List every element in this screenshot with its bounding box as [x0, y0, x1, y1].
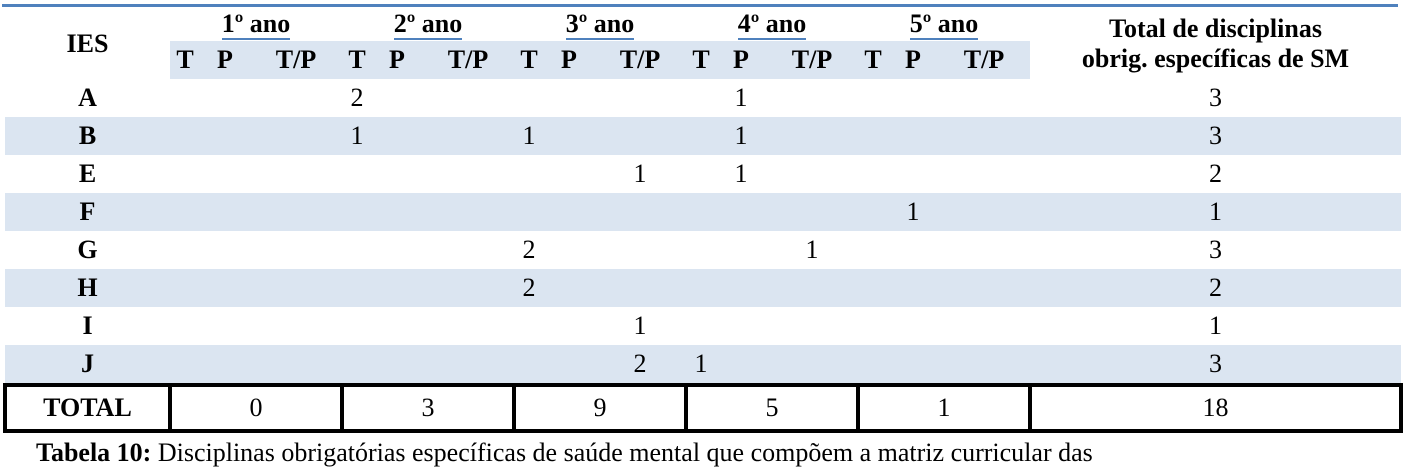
value-cell	[686, 117, 716, 155]
value-cell	[888, 231, 938, 269]
value-cell	[858, 231, 888, 269]
value-cell	[594, 231, 686, 269]
row-total-cell: 3	[1209, 235, 1222, 264]
value-cell	[170, 117, 200, 155]
value-cell	[514, 79, 544, 117]
year-header-5: 5º ano	[909, 8, 979, 38]
value-cell	[250, 307, 342, 345]
subheader-cell: P	[888, 41, 938, 79]
value-cell	[372, 117, 422, 155]
value-cell	[858, 269, 888, 307]
subheader-cell: T/P	[766, 41, 858, 79]
value-cell	[250, 193, 342, 231]
value-cell	[170, 155, 200, 193]
row-total-cell: 3	[1209, 83, 1222, 112]
value-cell	[422, 307, 514, 345]
ies-cell: E	[78, 159, 97, 188]
year-header-2: 2º ano	[393, 8, 463, 38]
value-cell	[888, 345, 938, 385]
value-cell	[938, 117, 1030, 155]
value-cell	[170, 345, 200, 385]
value-cell	[514, 345, 544, 385]
subheader-cell: T	[686, 41, 716, 79]
value-cell	[686, 231, 716, 269]
value-cell	[686, 269, 716, 307]
value-cell	[858, 117, 888, 155]
value-cell	[858, 155, 888, 193]
value-cell	[594, 79, 686, 117]
value-cell	[888, 117, 938, 155]
value-cell	[544, 345, 594, 385]
value-cell: 1	[734, 159, 748, 188]
value-cell	[250, 155, 342, 193]
value-cell	[766, 193, 858, 231]
row-total-cell: 2	[1030, 269, 1401, 307]
subheader-cell: T/P	[422, 41, 514, 79]
value-cell	[250, 231, 342, 269]
value-cell: 2	[514, 269, 544, 307]
year-total-cell: 1	[858, 385, 1030, 431]
value-cell	[200, 193, 250, 231]
value-cell	[938, 79, 1030, 117]
value-cell: 2	[594, 345, 686, 385]
subheader-cell: T/P	[594, 41, 686, 79]
subheader-cell: P	[372, 41, 422, 79]
value-cell	[200, 117, 250, 155]
table-row	[5, 155, 1401, 193]
value-cell	[200, 155, 250, 193]
value-cell: 1	[514, 117, 544, 155]
value-cell	[514, 307, 544, 345]
ies-cell: A	[78, 83, 97, 112]
table-caption: Tabela 10: Disciplinas obrigatórias específicas de saúde mental que compõem a matriz curricular das	[36, 438, 1093, 467]
total-header: Total de disciplinas obrig. específicas de SM	[1081, 13, 1350, 73]
subheader-cell: T	[170, 41, 200, 79]
ies-cell: I	[82, 311, 93, 340]
value-cell	[888, 307, 938, 345]
table-row	[5, 79, 1401, 117]
value-cell: 1	[686, 345, 716, 385]
value-cell: 1	[633, 159, 647, 188]
value-cell	[250, 269, 342, 307]
value-cell	[858, 307, 888, 345]
value-cell	[888, 155, 938, 193]
value-cell: 2	[522, 235, 536, 264]
value-cell	[766, 307, 858, 345]
total-row	[5, 385, 1401, 431]
value-cell	[170, 79, 200, 117]
value-cell	[544, 307, 594, 345]
value-cell	[594, 117, 686, 155]
value-cell	[716, 269, 766, 307]
value-cell	[686, 193, 716, 231]
value-cell	[170, 193, 200, 231]
row-total-cell: 1	[1209, 311, 1222, 340]
value-cell	[858, 193, 888, 231]
value-cell	[422, 79, 514, 117]
value-cell	[766, 155, 858, 193]
value-cell	[200, 269, 250, 307]
value-cell	[250, 345, 342, 385]
subheader-cell: T	[514, 41, 544, 79]
value-cell	[888, 79, 938, 117]
value-cell	[372, 155, 422, 193]
table-row	[5, 269, 1401, 307]
value-cell	[716, 307, 766, 345]
year-header-4: 4º ano	[737, 8, 807, 38]
value-cell	[342, 345, 372, 385]
value-cell	[858, 79, 888, 117]
value-cell	[686, 307, 716, 345]
value-cell	[250, 117, 342, 155]
value-cell: 1	[716, 117, 766, 155]
value-cell	[422, 345, 514, 385]
ies-cell: B	[5, 117, 170, 155]
value-cell	[422, 117, 514, 155]
table-top-rule	[2, 4, 1398, 7]
subheader-cell: T	[342, 41, 372, 79]
value-cell	[716, 193, 766, 231]
subheader-cell: T/P	[250, 41, 342, 79]
value-cell	[372, 193, 422, 231]
grand-total-cell: 18	[1030, 385, 1401, 431]
value-cell	[686, 79, 716, 117]
value-cell	[200, 231, 250, 269]
value-cell: 1	[342, 117, 372, 155]
value-cell: 1	[734, 83, 748, 112]
year-total-cell: 3	[342, 385, 514, 431]
subheader-cell: T/P	[938, 41, 1030, 79]
value-cell	[372, 307, 422, 345]
table-row	[5, 117, 1401, 155]
value-cell	[422, 231, 514, 269]
value-cell	[170, 269, 200, 307]
ies-cell: G	[77, 235, 98, 264]
ies-header: IES	[66, 28, 109, 58]
value-cell	[938, 193, 1030, 231]
value-cell	[938, 345, 1030, 385]
value-cell	[766, 79, 858, 117]
value-cell	[544, 79, 594, 117]
value-cell	[514, 193, 544, 231]
value-cell	[250, 79, 342, 117]
value-cell	[766, 345, 858, 385]
value-cell	[544, 155, 594, 193]
value-cell: 1	[633, 311, 647, 340]
value-cell	[594, 193, 686, 231]
value-cell	[938, 155, 1030, 193]
value-cell	[342, 231, 372, 269]
ies-cell: J	[5, 345, 170, 385]
table-row	[5, 307, 1401, 345]
value-cell	[422, 193, 514, 231]
table-row	[5, 345, 1401, 385]
value-cell	[372, 79, 422, 117]
subheader-cell: T	[858, 41, 888, 79]
value-cell	[342, 155, 372, 193]
ies-cell: H	[5, 269, 170, 307]
value-cell	[422, 155, 514, 193]
value-cell	[514, 155, 544, 193]
value-cell: 1	[805, 235, 819, 264]
subheader-cell: P	[716, 41, 766, 79]
row-total-cell: 2	[1209, 159, 1222, 188]
row-total-cell: 1	[1030, 193, 1401, 231]
value-cell	[938, 269, 1030, 307]
value-cell	[372, 345, 422, 385]
value-cell	[342, 269, 372, 307]
total-label: TOTAL	[5, 385, 170, 431]
value-cell	[766, 117, 858, 155]
value-cell	[544, 231, 594, 269]
value-cell	[200, 79, 250, 117]
value-cell	[372, 269, 422, 307]
table-row	[5, 193, 1401, 231]
value-cell	[858, 345, 888, 385]
value-cell	[766, 269, 858, 307]
row-total-cell: 3	[1030, 345, 1401, 385]
year-total-cell: 5	[686, 385, 858, 431]
value-cell	[544, 117, 594, 155]
table-row	[5, 231, 1401, 269]
ies-cell: F	[5, 193, 170, 231]
value-cell	[170, 231, 200, 269]
value-cell	[200, 345, 250, 385]
value-cell	[342, 307, 372, 345]
value-cell: 2	[350, 83, 364, 112]
value-cell	[342, 193, 372, 231]
value-cell	[888, 269, 938, 307]
value-cell	[170, 307, 200, 345]
value-cell: 1	[888, 193, 938, 231]
value-cell	[938, 231, 1030, 269]
subheader-cell: P	[200, 41, 250, 79]
value-cell	[716, 345, 766, 385]
row-total-cell: 3	[1030, 117, 1401, 155]
year-header-1: 1º ano	[221, 8, 291, 38]
value-cell	[544, 193, 594, 231]
year-total-cell: 0	[170, 385, 342, 431]
value-cell	[372, 231, 422, 269]
value-cell	[594, 269, 686, 307]
value-cell	[200, 307, 250, 345]
value-cell	[544, 269, 594, 307]
value-cell	[686, 155, 716, 193]
year-header-3: 3º ano	[565, 8, 635, 38]
curriculum-table	[3, 8, 1403, 433]
year-total-cell: 9	[514, 385, 686, 431]
value-cell	[422, 269, 514, 307]
value-cell	[716, 231, 766, 269]
value-cell	[938, 307, 1030, 345]
subheader-cell: P	[544, 41, 594, 79]
